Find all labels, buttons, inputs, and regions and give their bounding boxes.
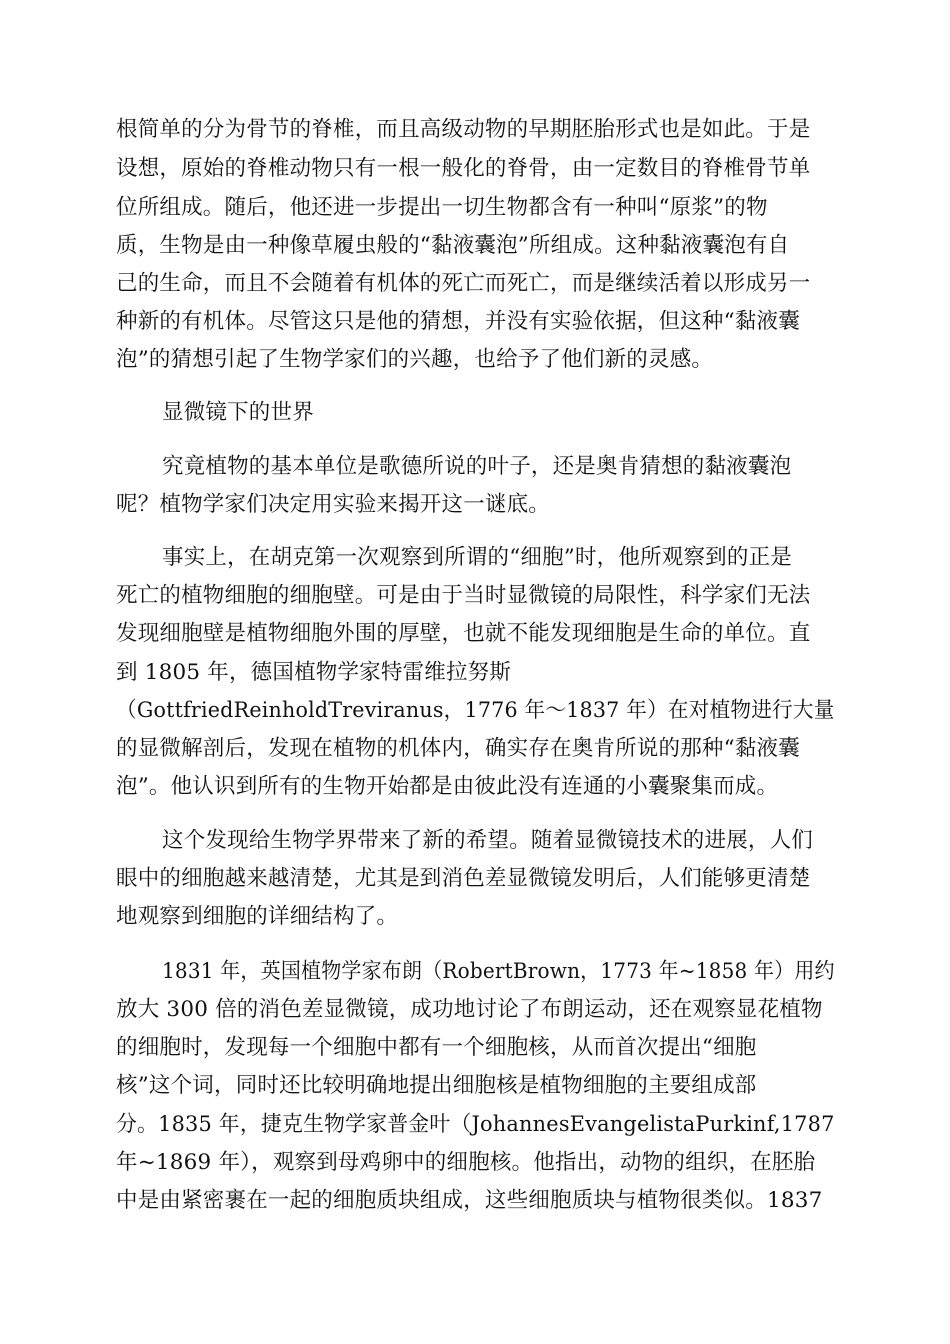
text-line: 这个发现给生物学界带来了新的希望。随着显微镜技术的进展，人们	[162, 828, 814, 853]
text-line: 事实上，在胡克第一次观察到所谓的“细胞”时，他所观察到的正是	[162, 545, 792, 570]
text-line: 泡”。他认识到所有的生物开始都是由彼此没有连通的小囊聚集而成。	[116, 774, 779, 799]
text-line: 地观察到细胞的详细结构了。	[116, 904, 399, 929]
text-line: 种新的有机体。尽管这只是他的猜想，并没有实验依据，但这种“黏液囊	[116, 309, 800, 334]
text-line: 到 1805 年，德国植物学家特雷维拉努斯	[116, 660, 512, 685]
text-line: 己的生命，而且不会随着有机体的死亡而死亡，而是继续活着以形成另一	[116, 271, 811, 296]
text-line: 中是由紧密裹在一起的细胞质块组成，这些细胞质块与植物很类似。1837	[116, 1188, 823, 1213]
text-line: 究竟植物的基本单位是歌德所说的叶子，还是奥肯猜想的黏液囊泡	[162, 454, 792, 479]
text-line: 泡”的猜想引起了生物学家们的兴趣，也给予了他们新的灵感。	[116, 347, 714, 372]
text-line: 质，生物是由一种像草履虫般的“黏液囊泡”所组成。这种黏液囊泡有自	[116, 233, 790, 258]
text-line: 核”这个词，同时还比较明确地提出细胞核是植物细胞的主要组成部	[116, 1073, 757, 1098]
text-line: 放大 300 倍的消色差显微镜，成功地讨论了布朗运动，还在观察显花植物	[116, 997, 823, 1022]
text-line: 的显微解剖后，发现在植物的机体内，确实存在奥肯所说的那种“黏液囊	[116, 736, 800, 761]
section-heading: 显微镜下的世界	[162, 400, 314, 425]
text-line: 的细胞时，发现每一个细胞中都有一个细胞核，从而首次提出“细胞	[116, 1035, 757, 1060]
text-line: （GottfriedReinholdTreviranus，1776 年～1837 年）在对植物进行大量	[116, 698, 835, 723]
text-line: 眼中的细胞越来越清楚，尤其是到消色差显微镜发明后，人们能够更清楚	[116, 866, 811, 891]
text-line: 呢？植物学家们决定用实验来揭开这一谜底。	[116, 492, 551, 517]
text-line: 年~1869 年），观察到母鸡卵中的细胞核。他指出，动物的组织，在胚胎	[116, 1150, 816, 1175]
text-line: 死亡的植物细胞的细胞壁。可是由于当时显微镜的局限性，科学家们无法	[116, 583, 811, 608]
text-line: 位所组成。随后，他还进一步提出一切生物都含有一种叫“原浆”的物	[116, 195, 768, 220]
text-line: 根简单的分为骨节的脊椎，而且高级动物的早期胚胎形式也是如此。于是	[116, 117, 811, 142]
text-line: 分。1835 年，捷克生物学家普金叶（JohannesEvangelistaPurkinf,1787	[116, 1112, 835, 1137]
text-line: 发现细胞壁是植物细胞外围的厚壁，也就不能发现细胞是生命的单位。直	[116, 621, 811, 646]
text-line: 1831 年，英国植物学家布朗（RobertBrown，1773 年~1858 年）用约	[162, 959, 835, 984]
text-line: 设想，原始的脊椎动物只有一根一般化的脊骨，由一定数目的脊椎骨节单	[116, 156, 811, 181]
